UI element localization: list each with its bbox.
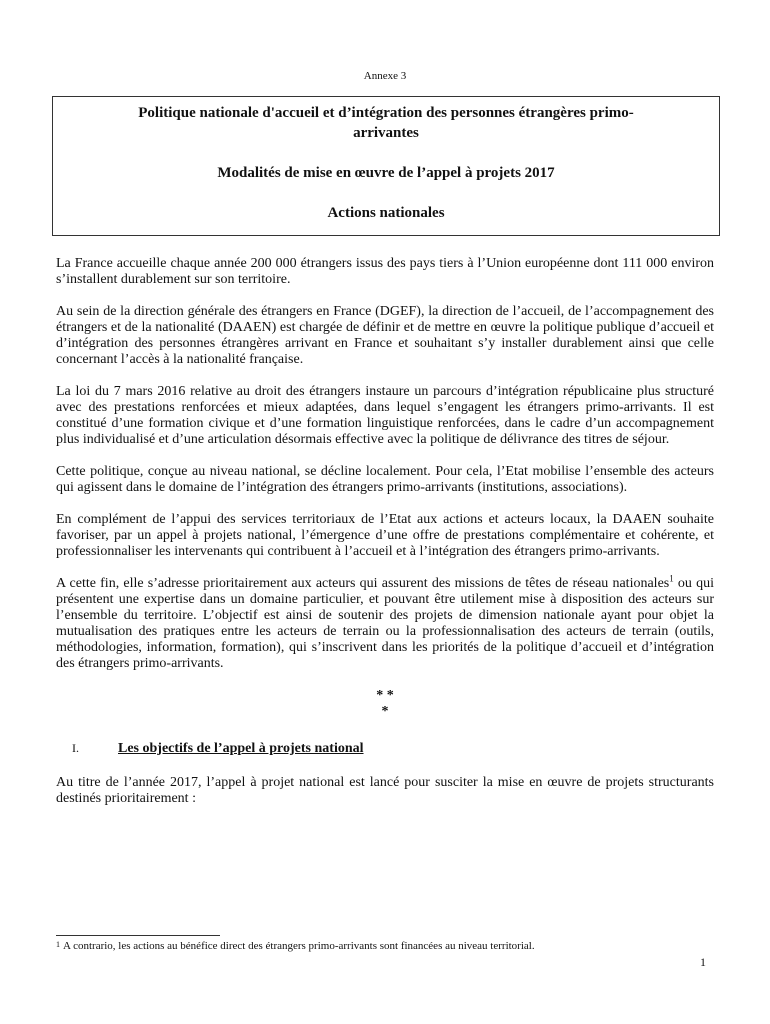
title-box <box>52 96 720 236</box>
document-subtitle: Modalités de mise en œuvre de l’appel à projets 2017 <box>217 165 555 181</box>
document-section-title: Actions nationales <box>327 205 445 221</box>
paragraph <box>56 573 715 672</box>
paragraph: Cette politique, conçue au niveau national, se décline localement. Pour cela, l’Etat mobilise l’ensemble des acteurs qui agissent dans le domaine de l’intégration des étrangers primo-arrivants (institutions, associations). <box>56 464 714 495</box>
paragraph: Au sein de la direction générale des étrangers en France (DGEF), la direction de l’accueil, de l’accompagnement des étrangers et de la nationalité (DAAEN) est chargée de définir et de mettre en œuvre la politique publique d’accueil et d’intégration des personnes étrangères arrivant en France et souhaitant s’y installer durablement ainsi que celle concernant l’accès à la nationalité française. <box>56 304 714 367</box>
page-number: 1 <box>700 955 706 969</box>
paragraph: La loi du 7 mars 2016 relative au droit des étrangers instaure un parcours d’intégration républicaine plus structuré avec des prestations renforcées et mieux adaptées, dans lequel s’engagent les étrangers primo-arrivants. Il est constitué d’une formation civique et d’une formation linguistique renforcées, dans le cadre d’un accompagnement plus individualisé et d’une articulation désormais effective avec la politique de délivrance des titres de séjour. <box>56 384 714 447</box>
footnote-divider <box>56 935 220 936</box>
paragraph: La France accueille chaque année 200 000 étrangers issus des pays tiers à l’Union européenne dont 111 000 environ s’installent durablement sur son territoire. <box>56 256 714 287</box>
stars-line: * <box>381 704 389 719</box>
document-title: Politique nationale d'accueil et d’intégration des personnes étrangères primo-arrivantes <box>138 105 634 141</box>
stars-line: * * <box>376 688 394 703</box>
section-heading <box>56 740 714 757</box>
section-title: Les objectifs de l’appel à projets national <box>118 741 364 756</box>
footnote-reference[interactable]: 1 <box>669 573 674 584</box>
footnote <box>56 940 716 952</box>
document-body <box>56 256 714 823</box>
section-number: I. <box>72 741 79 755</box>
separator-stars <box>56 688 714 720</box>
annex-label: Annexe 3 <box>363 70 407 82</box>
paragraph-text: ou qui présentent une expertise dans un domaine particulier, et pouvant être utilement mise à disposition des acteurs sur l’ensemble du territoire. L’objectif est ainsi de soutenir des projets de dimension nationale ayant pour objet la mutualisation des pratiques entre les acteurs de terrain ou la professionnalisation des acteurs de terrain (outils, méthodologies, information, formation), qui s’inscrivent dans les priorités de la politique d’accueil et d’intégration des étrangers primo-arrivants. <box>56 576 715 671</box>
paragraph-text: A cette fin, elle s’adresse prioritairement aux acteurs qui assurent des missions de têtes de réseau nationales <box>56 576 670 591</box>
paragraph: En complément de l’appui des services territoriaux de l’Etat aux actions et acteurs locaux, la DAAEN souhaite favoriser, par un appel à projets national, l’émergence d’une offre de prestations complémentaire et cohérente, et professionnaliser les intervenants qui contribuent à l’accueil et à l’intégration des étrangers primo-arrivants. <box>56 512 714 559</box>
footnote-mark: 1 <box>56 940 60 949</box>
footnote-text: A contrario, les actions au bénéfice direct des étrangers primo-arrivants sont financées au niveau territorial. <box>63 940 535 952</box>
paragraph: Au titre de l’année 2017, l’appel à projet national est lancé pour susciter la mise en œuvre de projets structurants destinés prioritairement : <box>56 775 714 806</box>
